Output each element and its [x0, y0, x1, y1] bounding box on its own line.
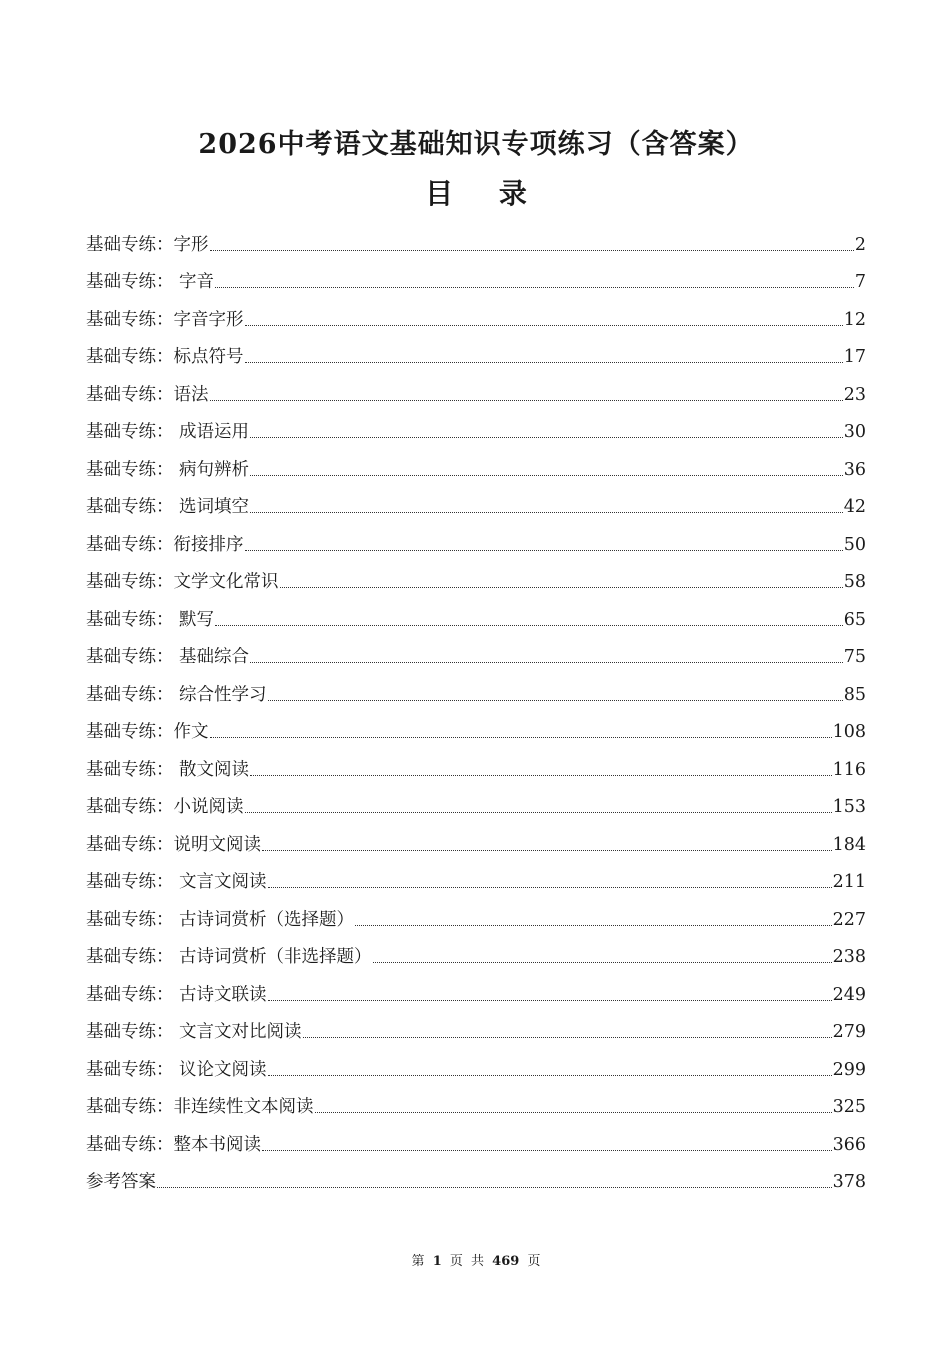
toc-entry-label: 基础专练： 古诗文联读: [86, 984, 267, 1005]
toc-entry-page-number: 378: [832, 1172, 866, 1192]
toc-entry-label: 基础专练： 成语运用: [86, 422, 250, 442]
toc-entry-label: 基础专练： 议论文阅读: [86, 1059, 267, 1080]
toc-entry-label: 基础专练：字音字形: [86, 309, 244, 330]
toc-leader-dots: [157, 1187, 832, 1188]
toc-entry-page-number: 30: [843, 422, 866, 442]
toc-entry-page-number: 58: [843, 572, 866, 592]
toc-leader-dots: [268, 700, 843, 701]
toc-leader-dots: [245, 325, 843, 326]
toc-entry[interactable]: [86, 1156, 866, 1194]
toc-entry-label: 参考答案: [86, 1172, 156, 1192]
toc-entry[interactable]: [86, 706, 866, 744]
toc-entry-label: 基础专练：衔接排序: [86, 534, 244, 555]
toc-entry-page-number: 279: [832, 1022, 866, 1042]
toc-entry[interactable]: [86, 668, 866, 706]
toc-entry-page-number: 65: [843, 609, 866, 630]
toc-entry-page-number: 2: [854, 234, 866, 255]
toc-entry[interactable]: [86, 818, 866, 856]
toc-leader-dots: [210, 737, 832, 738]
toc-entry-page-number: 7: [854, 272, 866, 292]
footer-middle: 页 共: [449, 1254, 485, 1269]
toc-entry[interactable]: [86, 1081, 866, 1119]
footer-current-page: 1: [432, 1254, 442, 1269]
toc-entry-label: 基础专练：说明文阅读: [86, 834, 261, 855]
toc-entry-label: 基础专练： 综合性学习: [86, 684, 267, 705]
toc-entry-label: 基础专练：语法: [86, 384, 209, 405]
toc-entry-label: 基础专练： 病句辨析: [86, 459, 250, 480]
toc-entry-page-number: 184: [832, 834, 866, 855]
toc-entry[interactable]: [86, 293, 866, 331]
toc-entry[interactable]: [86, 218, 866, 256]
toc-entry-label: 基础专练：标点符号: [86, 347, 244, 367]
toc-leader-dots: [373, 962, 832, 963]
toc-leader-dots: [268, 887, 832, 888]
toc-entry-label: 基础专练： 古诗词赏析（选择题）: [86, 909, 355, 930]
toc-entry-page-number: 238: [832, 947, 866, 967]
toc-entry[interactable]: [86, 968, 866, 1006]
toc-entry-label: 基础专练：整本书阅读: [86, 1134, 261, 1155]
toc-entry[interactable]: [86, 556, 866, 594]
toc-entry-page-number: 366: [832, 1134, 866, 1155]
toc-entry[interactable]: [86, 1006, 866, 1044]
toc-leader-dots: [215, 625, 843, 626]
toc-entry-page-number: 116: [832, 759, 866, 780]
toc-leader-dots: [215, 287, 854, 288]
toc-leader-dots: [250, 512, 843, 513]
toc-entry-page-number: 153: [832, 797, 866, 817]
toc-entry[interactable]: [86, 931, 866, 969]
toc-entry-page-number: 23: [843, 384, 866, 405]
toc-entry[interactable]: [86, 593, 866, 631]
toc-leader-dots: [250, 775, 832, 776]
toc-entry-label: 基础专练： 文言文对比阅读: [86, 1022, 302, 1042]
toc-entry[interactable]: [86, 368, 866, 406]
toc-leader-dots: [262, 1150, 832, 1151]
footer-suffix: 页: [527, 1254, 541, 1269]
toc-entry[interactable]: [86, 631, 866, 669]
toc-entry[interactable]: [86, 781, 866, 819]
toc-entry-label: 基础专练： 字音: [86, 272, 215, 292]
toc-leader-dots: [355, 925, 832, 926]
toc-entry-label: 基础专练：文学文化常识: [86, 572, 279, 592]
toc-entry-page-number: 75: [843, 647, 866, 667]
toc-leader-dots: [268, 1000, 832, 1001]
toc-leader-dots: [210, 400, 843, 401]
footer-total-pages: 469: [492, 1254, 520, 1269]
footer-prefix: 第: [411, 1254, 425, 1269]
toc-entry[interactable]: [86, 856, 866, 894]
toc-entry-page-number: 325: [832, 1097, 866, 1117]
toc-entry[interactable]: [86, 443, 866, 481]
toc-entry-page-number: 85: [843, 684, 866, 705]
toc-leader-dots: [210, 250, 854, 251]
toc-entry-page-number: 17: [843, 347, 866, 367]
toc-entry[interactable]: [86, 331, 866, 369]
toc-entry-page-number: 42: [843, 497, 866, 517]
toc-entry-page-number: 211: [832, 872, 866, 892]
toc-entry[interactable]: [86, 1043, 866, 1081]
document-title: 2026中考语文基础知识专项练习（含答案）: [198, 129, 754, 160]
toc-leader-dots: [268, 1075, 832, 1076]
toc-entry-label: 基础专练： 古诗词赏析（非选择题）: [86, 947, 372, 967]
toc-entry-label: 基础专练： 文言文阅读: [86, 872, 267, 892]
toc-entry[interactable]: [86, 743, 866, 781]
toc-entry-page-number: 50: [843, 534, 866, 555]
toc-entry-label: 基础专练： 选词填空: [86, 497, 250, 517]
toc-entry-page-number: 36: [843, 459, 866, 480]
toc-entry-label: 基础专练：字形: [86, 234, 209, 255]
toc-entry-label: 基础专练： 默写: [86, 609, 215, 630]
toc-entry[interactable]: [86, 256, 866, 294]
toc-leader-dots: [262, 850, 832, 851]
toc-entry[interactable]: [86, 406, 866, 444]
toc-entry-label: 基础专练： 散文阅读: [86, 759, 250, 780]
toc-entry[interactable]: [86, 893, 866, 931]
toc-entry-page-number: 108: [832, 722, 866, 742]
toc-leader-dots: [250, 662, 843, 663]
toc-entry-label: 基础专练：作文: [86, 722, 209, 742]
toc-entry[interactable]: [86, 518, 866, 556]
toc-leader-dots: [245, 550, 843, 551]
toc-entry-page-number: 227: [832, 909, 866, 930]
toc-leader-dots: [250, 437, 843, 438]
toc-heading: 目 录: [425, 177, 545, 210]
toc-entry-page-number: 249: [832, 984, 866, 1005]
toc-leader-dots: [303, 1037, 832, 1038]
toc-entry-label: 基础专练：小说阅读: [86, 797, 244, 817]
table-of-contents: [86, 218, 866, 1193]
toc-entry[interactable]: [86, 481, 866, 519]
toc-leader-dots: [250, 475, 843, 476]
toc-leader-dots: [315, 1112, 832, 1113]
toc-entry-page-number: 12: [843, 309, 866, 330]
toc-entry[interactable]: [86, 1118, 866, 1156]
toc-leader-dots: [280, 587, 843, 588]
toc-entry-label: 基础专练：非连续性文本阅读: [86, 1097, 314, 1117]
toc-entry-page-number: 299: [832, 1059, 866, 1080]
toc-entry-label: 基础专练： 基础综合: [86, 647, 250, 667]
page-footer: [0, 1250, 952, 1269]
toc-leader-dots: [245, 362, 843, 363]
toc-leader-dots: [245, 812, 832, 813]
